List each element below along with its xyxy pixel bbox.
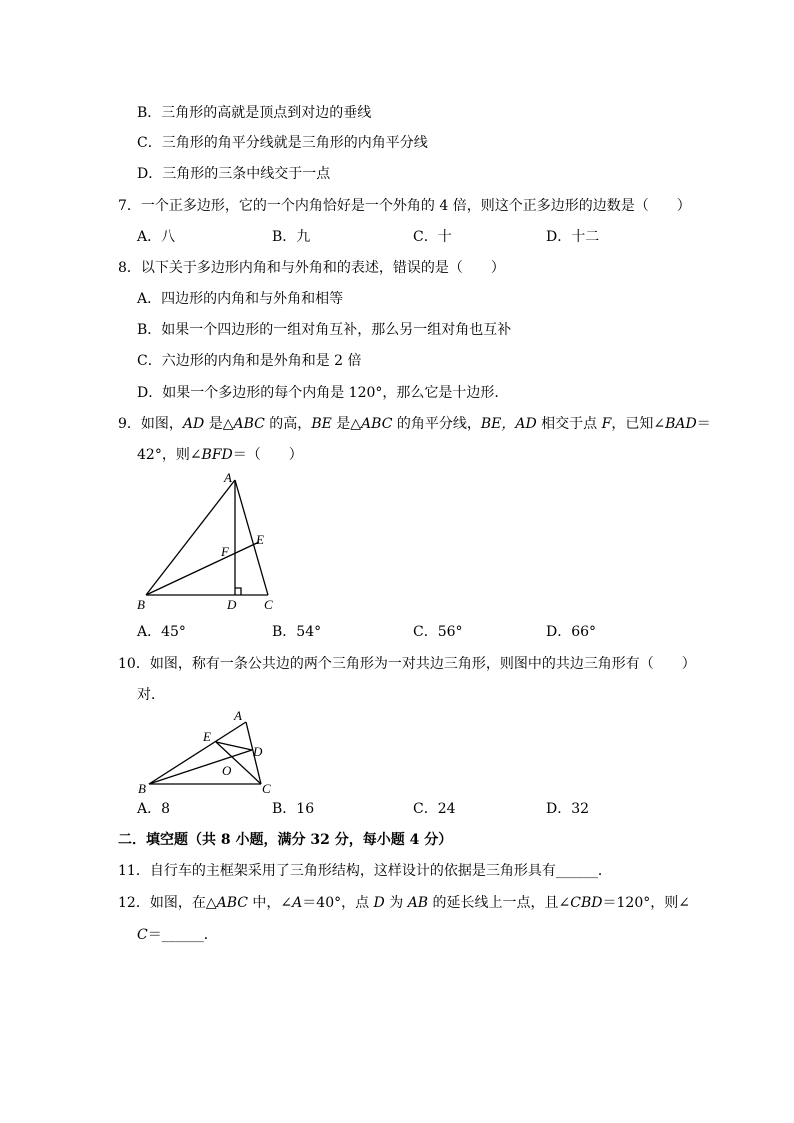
prev-option-d: D．三角形的三条中线交于一点 [137, 166, 331, 182]
q10-option-a: A．8 [137, 801, 171, 817]
q7-option-d: D．十二 [546, 229, 600, 245]
q9-segment-ab [146, 480, 235, 595]
prev-option-b: B．三角形的高就是顶点到对边的垂线 [137, 105, 372, 121]
q9-label-b: B [137, 597, 145, 612]
q10-segment-ed [216, 742, 252, 750]
q9-right-angle-mark [235, 588, 241, 595]
q9-stem-line2: 42°，则∠BFD＝（ ） [137, 447, 303, 463]
q10-option-d: D．32 [546, 801, 590, 817]
q8-stem: 8．以下关于多边形内角和与外角和的表述，错误的是（ ） [118, 260, 505, 276]
q10-stem-line1: 10．如图，称有一条公共边的两个三角形为一对共边三角形，则图中的共边三角形有（ ） [118, 656, 696, 672]
q10-label-a: A [234, 708, 242, 723]
q9-label-f: F [221, 544, 229, 559]
q10-option-b: B．16 [272, 801, 315, 817]
q8-option-b: B．如果一个四边形的一组对角互补，那么另一组对角也互补 [137, 322, 512, 338]
q12-stem-line2: C＝______． [137, 927, 218, 943]
prev-option-c: C．三角形的角平分线就是三角形的内角平分线 [137, 135, 428, 151]
q10-label-e: E [203, 729, 211, 744]
q9-option-b: B．54° [272, 624, 322, 640]
q10-label-c: C [262, 781, 271, 796]
q12-stem-line1: 12．如图，在△ABC 中，∠A＝40°，点 D 为 AB 的延长线上一点，且∠CBD＝120°，则∠ [118, 895, 690, 911]
q9-segment-be [146, 542, 259, 595]
q10-label-o: O [222, 763, 232, 778]
q9-label-c: C [264, 597, 273, 612]
q10-option-c: C．24 [413, 801, 456, 817]
q9-option-a: A．45° [137, 624, 186, 640]
q10-triangle-figure [130, 706, 280, 798]
q10-segment-bd [149, 750, 252, 784]
section2-heading: 二．填空题（共 8 小题，满分 32 分，每小题 4 分） [118, 832, 453, 848]
q7-option-a: A．八 [137, 229, 176, 245]
q10-stem-line2: 对． [137, 687, 165, 703]
q9-stem-line1: 9．如图，AD 是△ABC 的高，BE 是△ABC 的角平分线，BE，AD 相交于点 F，已知∠BAD＝ [118, 416, 711, 432]
q7-option-b: B．九 [272, 229, 311, 245]
q8-option-a: A．四边形的内角和与外角和相等 [137, 291, 344, 307]
q10-label-b: B [138, 781, 146, 796]
q9-triangle-figure [130, 468, 290, 618]
q11-stem: 11．自行车的主框架采用了三角形结构，这样设计的依据是三角形具有______． [118, 863, 612, 879]
q7-stem: 7．一个正多边形，它的一个内角恰好是一个外角的 4 倍，则这个正多边形的边数是（ ） [118, 198, 691, 214]
q9-option-c: C．56° [413, 624, 463, 640]
q8-option-c: C．六边形的内角和是外角和是 2 倍 [137, 353, 362, 369]
q9-label-e: E [256, 532, 264, 547]
q8-option-d: D．如果一个多边形的每个内角是 120°，那么它是十边形. [137, 385, 499, 401]
q10-segment-ab [149, 722, 246, 784]
q10-label-d: D [253, 744, 263, 759]
q9-option-d: D．66° [546, 624, 597, 640]
q9-label-a: A [224, 470, 232, 485]
q9-label-d: D [227, 597, 237, 612]
q7-option-c: C．十 [413, 229, 452, 245]
